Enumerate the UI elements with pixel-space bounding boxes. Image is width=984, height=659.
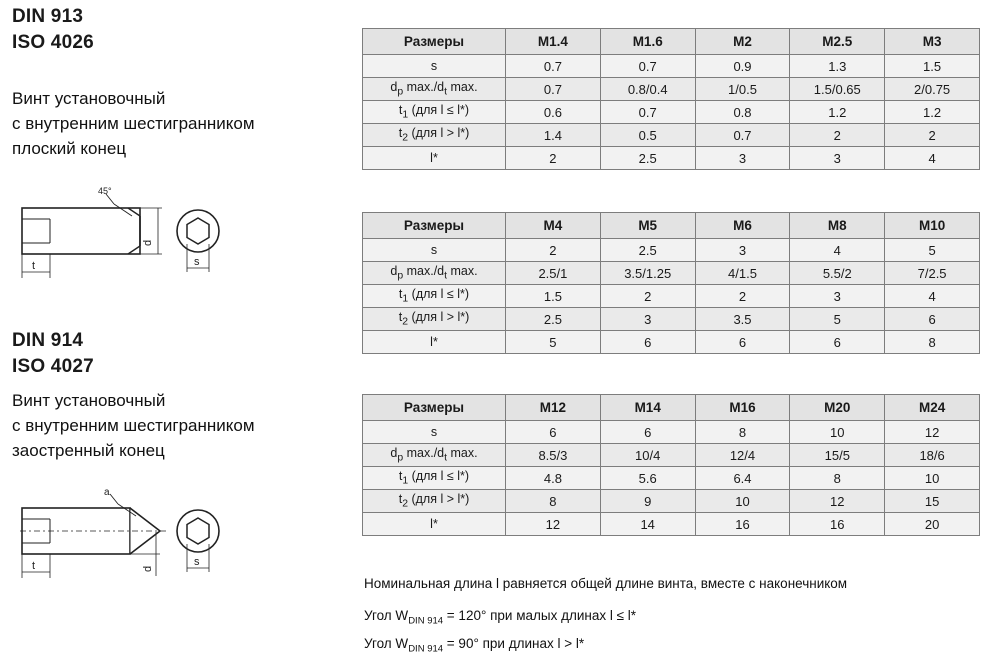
dimensions-table-3 (362, 394, 980, 536)
standard-iso-number: ISO 4026 (12, 32, 94, 53)
description-line-3: плоский конец (12, 139, 127, 158)
table-cell: 1.5/0.65 (790, 78, 885, 101)
standard-block-din913 (12, 4, 94, 56)
table-header-row (363, 395, 980, 421)
table-cell: 10 (790, 421, 885, 444)
table-cell: 3 (790, 285, 885, 308)
screw-drawing-cone-point (10, 486, 240, 601)
table-cell: 16 (695, 513, 790, 536)
table-cell: 10/4 (600, 444, 695, 467)
table-cell: 15/5 (790, 444, 885, 467)
column-header: Размеры (363, 29, 506, 55)
row-label: l* (363, 331, 506, 354)
table-row (363, 55, 980, 78)
table-row (363, 513, 980, 536)
column-header: Размеры (363, 213, 506, 239)
table-cell: 2.5 (600, 239, 695, 262)
row-label: s (363, 421, 506, 444)
left-column (10, 0, 358, 628)
table-cell: 6 (600, 421, 695, 444)
table-cell: 2.5/1 (506, 262, 601, 285)
table-cell: 12 (790, 490, 885, 513)
table-cell: 1.5 (885, 55, 980, 78)
row-label: $d_p$ $\max./d_t$ max. (363, 444, 506, 467)
table-cell: 2 (506, 239, 601, 262)
table-cell: 4/1.5 (695, 262, 790, 285)
description-2-line-3: заостренный конец (12, 441, 165, 460)
table-cell: 3 (600, 308, 695, 331)
row-label: $t_2$ (для l > l*) (363, 490, 506, 513)
dimensions-table-2-wrap (362, 212, 980, 354)
svg-text:d: d (142, 239, 154, 246)
table-cell: 3.5/1.25 (600, 262, 695, 285)
row-label: $t_2$ (для l > l*) (363, 308, 506, 331)
table-cell: 2.5 (600, 147, 695, 170)
table-cell: 1.4 (506, 124, 601, 147)
table-row (363, 101, 980, 124)
row-label: $t_1$ (для l ≤ l*) (363, 101, 506, 124)
table-cell: 7/2.5 (885, 262, 980, 285)
table-cell: 0.7 (600, 55, 695, 78)
table-cell: 8 (695, 421, 790, 444)
table-row (363, 147, 980, 170)
row-label: s (363, 239, 506, 262)
svg-text:s: s (194, 556, 200, 568)
table-row (363, 78, 980, 101)
table-cell: 4 (885, 285, 980, 308)
table-cell: 1.3 (790, 55, 885, 78)
table-header-row (363, 29, 980, 55)
table-cell: 5.5/2 (790, 262, 885, 285)
table-cell: 3 (695, 147, 790, 170)
table-cell: 6 (506, 421, 601, 444)
table-cell: 2 (695, 285, 790, 308)
table-row (363, 124, 980, 147)
table-cell: 5 (790, 308, 885, 331)
column-header: M5 (600, 213, 695, 239)
dimensions-table-3-wrap (362, 394, 980, 536)
row-label: $t_1$ (для l ≤ l*) (363, 285, 506, 308)
table-cell: 3 (790, 147, 885, 170)
standard-iso-number-2: ISO 4027 (12, 356, 94, 377)
table-cell: 8 (506, 490, 601, 513)
svg-text:d: d (142, 565, 154, 572)
table-row (363, 308, 980, 331)
table-cell: 9 (600, 490, 695, 513)
row-label: $d_p$ $\max./d_t$ max. (363, 262, 506, 285)
table-cell: 0.7 (600, 101, 695, 124)
table-cell: 2 (885, 124, 980, 147)
row-label: l* (363, 147, 506, 170)
column-header: M24 (885, 395, 980, 421)
table-cell: 2 (600, 285, 695, 308)
column-header: M16 (695, 395, 790, 421)
table-cell: 0.5 (600, 124, 695, 147)
table-row (363, 331, 980, 354)
table-cell: 5 (885, 239, 980, 262)
table-cell: 10 (695, 490, 790, 513)
row-label: $t_2$ (для l > l*) (363, 124, 506, 147)
column-header: M10 (885, 213, 980, 239)
table-cell: 8 (790, 467, 885, 490)
table-cell: 0.7 (506, 55, 601, 78)
table-cell: 0.8 (695, 101, 790, 124)
dimensions-table-2 (362, 212, 980, 354)
table-cell: 6 (790, 331, 885, 354)
row-label: $t_1$ (для l ≤ l*) (363, 467, 506, 490)
table-cell: 0.6 (506, 101, 601, 124)
table-cell: 20 (885, 513, 980, 536)
table-cell: 1/0.5 (695, 78, 790, 101)
description-din914 (12, 388, 255, 463)
description-2-line-1: Винт установочный (12, 391, 166, 410)
standard-block-din914 (12, 328, 94, 380)
note-angle-120-prefix: Угол W (364, 608, 409, 623)
table-cell: 6 (695, 331, 790, 354)
table-cell: 5.6 (600, 467, 695, 490)
table-cell: 1.2 (790, 101, 885, 124)
table-cell: 2/0.75 (885, 78, 980, 101)
table-cell: 14 (600, 513, 695, 536)
table-cell: 18/6 (885, 444, 980, 467)
standard-din-number-2: DIN 914 (12, 330, 84, 351)
table-row (363, 467, 980, 490)
column-header: Размеры (363, 395, 506, 421)
table-cell: 8.5/3 (506, 444, 601, 467)
svg-text:s: s (194, 256, 200, 268)
table-cell: 10 (885, 467, 980, 490)
description-line-2: с внутренним шестигранником (12, 114, 255, 133)
table-header-row (363, 213, 980, 239)
table-cell: 6.4 (695, 467, 790, 490)
table-cell: 2 (506, 147, 601, 170)
note-angle-120-suffix: = 120° при малых длинах l ≤ l* (443, 608, 637, 623)
column-header: M3 (885, 29, 980, 55)
table-cell: 12 (885, 421, 980, 444)
screw-drawing-flat-point (10, 186, 240, 301)
table-row (363, 262, 980, 285)
column-header: M2 (695, 29, 790, 55)
table-cell: 5 (506, 331, 601, 354)
table-cell: 8 (885, 331, 980, 354)
row-label: l* (363, 513, 506, 536)
svg-text:t: t (32, 260, 36, 272)
row-label: $d_p$ $\max./d_t$ max. (363, 78, 506, 101)
note-angle-120-sub: DIN 914 (408, 615, 444, 627)
table-cell: 15 (885, 490, 980, 513)
table-cell: 6 (600, 331, 695, 354)
dimensions-table-1 (362, 28, 980, 170)
column-header: M2.5 (790, 29, 885, 55)
note-angle-90-sub: DIN 914 (408, 643, 444, 655)
table-row (363, 444, 980, 467)
table-cell: 4 (885, 147, 980, 170)
column-header: M14 (600, 395, 695, 421)
table-cell: 2.5 (506, 308, 601, 331)
table-cell: 12 (506, 513, 601, 536)
column-header: M8 (790, 213, 885, 239)
table-cell: 3 (695, 239, 790, 262)
description-line-1: Винт установочный (12, 89, 166, 108)
table-cell: 0.7 (506, 78, 601, 101)
table-cell: 0.8/0.4 (600, 78, 695, 101)
table-cell: 1.5 (506, 285, 601, 308)
table-row (363, 490, 980, 513)
svg-text:t: t (32, 560, 36, 572)
column-header: M1.4 (506, 29, 601, 55)
table-cell: 4.8 (506, 467, 601, 490)
table-cell: 12/4 (695, 444, 790, 467)
table-row (363, 239, 980, 262)
svg-text:a: a (104, 487, 110, 498)
table-cell: 6 (885, 308, 980, 331)
table-cell: 3.5 (695, 308, 790, 331)
row-label: s (363, 55, 506, 78)
column-header: M1.6 (600, 29, 695, 55)
table-cell: 2 (790, 124, 885, 147)
column-header: M20 (790, 395, 885, 421)
column-header: M12 (506, 395, 601, 421)
note-angle-90-prefix: Угол W (364, 635, 409, 651)
column-header: M4 (506, 213, 601, 239)
table-cell: 0.9 (695, 55, 790, 78)
column-header: M6 (695, 213, 790, 239)
note-nominal-length: Номинальная длина l равняется общей длине винта, вместе с наконечником (364, 576, 848, 591)
table-row (363, 285, 980, 308)
standard-din-number: DIN 913 (12, 6, 84, 27)
notes-section (364, 573, 974, 659)
table-cell: 1.2 (885, 101, 980, 124)
table-cell: 0.7 (695, 124, 790, 147)
description-din913 (12, 86, 255, 161)
note-angle-90-suffix: = 90° при длинах l > l* (443, 635, 585, 651)
table-row (363, 421, 980, 444)
table-cell: 16 (790, 513, 885, 536)
note-angle-90 (364, 633, 974, 659)
description-2-line-2: с внутренним шестигранником (12, 416, 255, 435)
table-cell: 4 (790, 239, 885, 262)
svg-text:45°: 45° (98, 186, 112, 196)
dimensions-table-1-wrap (362, 28, 980, 170)
